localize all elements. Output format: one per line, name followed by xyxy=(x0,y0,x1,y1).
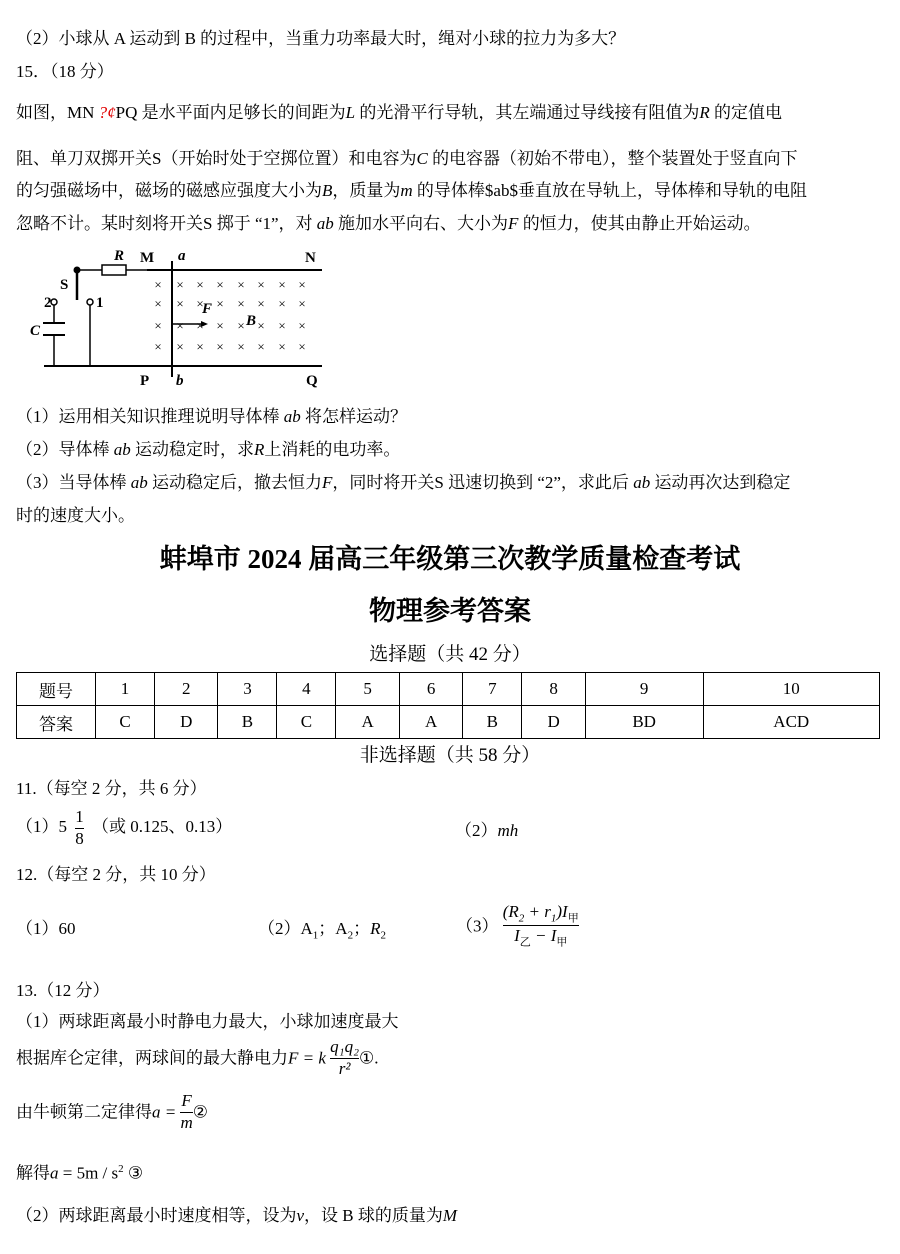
q12-sub: 2 xyxy=(347,929,354,942)
doc-title: 蚌埠市 2024 届高三年级第三次教学质量检查考试 xyxy=(159,544,741,574)
table-cell: BD xyxy=(585,706,703,739)
field-cross-icon: × xyxy=(278,296,286,311)
field-cross-icon: × xyxy=(196,318,204,333)
label-M: M xyxy=(140,250,155,266)
q11-mh: mh xyxy=(497,821,519,840)
q15-sub1 xyxy=(16,408,407,425)
var-ab: ab xyxy=(113,440,131,459)
label-P: P xyxy=(140,373,150,389)
formula: F = k xyxy=(288,1048,326,1068)
table-cell: A xyxy=(399,706,462,739)
field-cross-icon: × xyxy=(196,339,204,354)
table-cell: 3 xyxy=(218,673,277,706)
field-cross-icon: × xyxy=(278,277,286,292)
q15-text: 忽略不计。某时刻将开关S 掷于 “1”，对 xyxy=(16,214,317,233)
q13-text: 由牛顿第二定律得 xyxy=(16,1102,152,1122)
sub: 2 xyxy=(518,912,525,925)
circled-3: ③ xyxy=(123,1163,144,1183)
fraction xyxy=(180,1092,192,1132)
q15-text: （2）导体棒 xyxy=(16,440,114,459)
q11-text: （2） xyxy=(455,821,498,840)
var-ab: ab xyxy=(283,407,301,426)
fraction-numerator: q₁q₂ xyxy=(330,1037,359,1056)
q15-header: 15．（18 分） xyxy=(16,62,114,81)
field-cross-icon: × xyxy=(298,339,306,354)
den-part: − I xyxy=(530,926,557,946)
table-cell: 8 xyxy=(522,673,585,706)
table-header-cell: 答案 xyxy=(17,706,96,739)
q15-line2 xyxy=(16,150,798,167)
q15-text: 的定值电 xyxy=(709,103,782,122)
nonchoice-section-title: 非选择题（共 58 分） xyxy=(359,745,541,766)
q15-text: ，质量为 xyxy=(332,181,401,200)
label-1: 1 xyxy=(96,295,104,311)
field-cross-icon: × xyxy=(257,339,265,354)
resistor-R xyxy=(102,265,126,275)
q15-text: 阻、单刀双掷开关S（开始时处于空掷位置）和电容为 xyxy=(16,149,417,168)
sub: 1 xyxy=(550,912,557,925)
fraction-denominator: m xyxy=(180,1112,193,1132)
q15-text: 如图，MN xyxy=(16,103,99,122)
sub: 甲 xyxy=(556,936,568,949)
var-L: L xyxy=(345,103,356,122)
q15-line4 xyxy=(16,215,761,232)
q13-text: （2）两球距离最小时速度相等，设为 xyxy=(16,1206,297,1225)
var-M: M xyxy=(442,1206,458,1225)
fraction xyxy=(503,903,579,949)
field-cross-icon: × xyxy=(298,296,306,311)
q14-part2: （2）小球从 A 运动到 B 的过程中，当重力功率最大时，绳对小球的拉力为多大？ xyxy=(16,29,626,48)
table-cell: ACD xyxy=(703,706,880,739)
field-cross-icon: × xyxy=(237,339,245,354)
circled-2: ② xyxy=(192,1102,209,1122)
var-R: R xyxy=(699,103,710,122)
var-v: v xyxy=(296,1206,305,1225)
q15-text: （3）当导体棒 xyxy=(16,473,131,492)
table-cell: 1 xyxy=(96,673,155,706)
field-cross-icon: × xyxy=(237,296,245,311)
q15-text: 运动稳定时，求 xyxy=(130,440,254,459)
q11-header: 11.（每空 2 分，共 6 分） xyxy=(16,779,207,798)
answer-table xyxy=(16,672,880,739)
var-B: B xyxy=(322,181,333,200)
q13-text: 根据库仑定律，两球间的最大静电力 xyxy=(16,1048,288,1068)
table-row-answers xyxy=(17,706,880,739)
field-cross-icon: × xyxy=(154,318,162,333)
q15-text: 将怎样运动？ xyxy=(300,407,407,426)
q11-part1 xyxy=(16,808,232,848)
num-part: + r xyxy=(524,902,551,921)
field-cross-icon: × xyxy=(257,318,265,333)
q15-text: 运动稳定后，撤去恒力 xyxy=(147,473,322,492)
var-F: F xyxy=(508,214,519,233)
fraction xyxy=(75,808,84,848)
var-R: R xyxy=(254,440,265,459)
var-C: C xyxy=(416,149,428,168)
label-B: B xyxy=(246,313,257,329)
field-cross-icon: × xyxy=(176,339,184,354)
q15-text: （1）运用相关知识推理说明导体棒 xyxy=(16,407,284,426)
table-cell: B xyxy=(463,706,522,739)
den-part: I xyxy=(514,926,520,946)
label-S: S xyxy=(60,277,69,293)
q12-part2 xyxy=(258,920,386,941)
q13-part1: （1）两球距离最小时静电力最大，小球加速度最大 xyxy=(16,1012,399,1031)
table-cell: 5 xyxy=(336,673,399,706)
var-ab: ab xyxy=(130,473,148,492)
table-cell: 4 xyxy=(277,673,336,706)
q15-sub3-cont: 时的速度大小。 xyxy=(16,506,135,525)
q12-R: R xyxy=(370,919,381,938)
q12-part3 xyxy=(456,903,579,949)
q12-part1: （1）60 xyxy=(16,919,76,938)
q15-text: 施加水平向右、大小为 xyxy=(333,214,509,233)
fraction-denominator xyxy=(503,927,579,948)
q13-line3 xyxy=(16,1092,208,1132)
magnetic-field-crosses xyxy=(154,277,305,354)
q12-sub: 2 xyxy=(380,929,386,942)
q15-sub3 xyxy=(16,474,790,491)
q15-text: 的导体棒$ab$垂直放在导轨上，导体棒和导轨的电阻 xyxy=(412,181,807,200)
var-ab: ab xyxy=(633,473,651,492)
field-cross-icon: × xyxy=(298,318,306,333)
doc-subtitle: 物理参考答案 xyxy=(369,596,531,626)
q15-text: 上消耗的电功率。 xyxy=(264,440,401,459)
q15-sub2 xyxy=(16,441,400,458)
var-m: m xyxy=(400,181,413,200)
q12-sub: 1 xyxy=(312,929,319,942)
sub: 乙 xyxy=(519,936,531,949)
table-cell: A xyxy=(336,706,399,739)
table-cell: 2 xyxy=(154,673,217,706)
field-cross-icon: × xyxy=(237,318,245,333)
field-cross-icon: × xyxy=(257,277,265,292)
table-cell: 9 xyxy=(585,673,703,706)
q15-text: 运动再次达到稳定 xyxy=(650,473,791,492)
q15-line3 xyxy=(16,182,807,199)
q12-text: （2） xyxy=(258,919,301,938)
q15-text: ，同时将开关S 迅速切换到 “2”，求此后 xyxy=(332,473,634,492)
table-cell: 7 xyxy=(463,673,522,706)
garbled-glyph: ?¢ xyxy=(98,103,116,122)
field-cross-icon: × xyxy=(278,318,286,333)
table-cell: 10 xyxy=(703,673,880,706)
table-cell: B xyxy=(218,706,277,739)
choice-section-title: 选择题（共 42 分） xyxy=(369,644,531,665)
label-R: R xyxy=(114,248,125,264)
formula: a = xyxy=(152,1102,177,1122)
field-cross-icon: × xyxy=(216,277,224,292)
label-b: b xyxy=(176,373,184,389)
q11-part2 xyxy=(455,822,518,839)
label-F: F xyxy=(202,301,213,317)
fraction-numerator: F xyxy=(181,1091,192,1110)
fraction-denominator: 8 xyxy=(75,828,84,848)
q12-text: （3） xyxy=(456,916,499,936)
table-cell: D xyxy=(154,706,217,739)
num-part: )I xyxy=(556,902,568,921)
field-cross-icon: × xyxy=(196,296,204,311)
q15-text: 的匀强磁场中，磁场的磁感应强度大小为 xyxy=(16,181,322,200)
fraction-denominator: r² xyxy=(338,1058,351,1078)
q13-part2 xyxy=(16,1207,457,1224)
var-ab: ab xyxy=(316,214,334,233)
q15-text: PQ 是水平面内足够长的间距为 xyxy=(115,103,346,122)
q12-header: 12.（每空 2 分，共 10 分） xyxy=(16,865,216,884)
q13-text: ，设 B 球的质量为 xyxy=(304,1206,443,1225)
q13-line2 xyxy=(16,1038,378,1078)
field-cross-icon: × xyxy=(154,339,162,354)
table-cell: D xyxy=(522,706,585,739)
field-cross-icon: × xyxy=(196,277,204,292)
field-cross-icon: × xyxy=(216,339,224,354)
field-cross-icon: × xyxy=(154,296,162,311)
table-cell: C xyxy=(96,706,155,739)
circled-1: ①. xyxy=(358,1048,379,1068)
terminal-2 xyxy=(51,299,57,305)
field-cross-icon: × xyxy=(176,296,184,311)
field-cross-icon: × xyxy=(176,277,184,292)
terminal-1 xyxy=(87,299,93,305)
field-cross-icon: × xyxy=(216,296,224,311)
fraction xyxy=(330,1038,359,1078)
num-part: (R xyxy=(502,902,519,921)
label-N: N xyxy=(305,250,316,266)
circuit-diagram xyxy=(30,245,330,395)
field-cross-icon: × xyxy=(257,296,265,311)
sup: 2 xyxy=(118,1163,124,1175)
label-Q: Q xyxy=(306,373,318,389)
q11-text: （或 0.125、0.13） xyxy=(92,817,233,837)
formula: a xyxy=(50,1163,59,1183)
q12-A: A xyxy=(335,919,348,938)
q13-header: 13.（12 分） xyxy=(16,981,110,1000)
table-row-numbers xyxy=(17,673,880,706)
field-cross-icon: × xyxy=(154,277,162,292)
q13-text: 解得 xyxy=(16,1163,50,1183)
q15-line1 xyxy=(16,104,782,121)
fraction-numerator xyxy=(503,903,579,924)
formula: = 5m / s xyxy=(58,1163,119,1183)
label-a: a xyxy=(178,248,186,264)
field-cross-icon: × xyxy=(237,277,245,292)
label-C: C xyxy=(30,323,41,339)
q15-text: 的光滑平行导轨，其左端通过导线接有阻值为 xyxy=(355,103,700,122)
table-cell: 6 xyxy=(399,673,462,706)
sub: 甲 xyxy=(567,912,579,925)
label-2: 2 xyxy=(44,295,52,311)
q12-A: A xyxy=(300,919,313,938)
field-cross-icon: × xyxy=(298,277,306,292)
q13-line4 xyxy=(16,1164,143,1182)
fraction-numerator: 1 xyxy=(75,807,84,826)
table-cell: C xyxy=(277,706,336,739)
field-cross-icon: × xyxy=(216,318,224,333)
table-header-cell: 题号 xyxy=(17,673,96,706)
q15-text: 的恒力，使其由静止开始运动。 xyxy=(518,214,761,233)
var-F: F xyxy=(322,473,333,492)
q12-sep: ； xyxy=(318,919,336,938)
field-cross-icon: × xyxy=(278,339,286,354)
field-cross-icon: × xyxy=(176,318,184,333)
q15-text: 的电容器（初始不带电），整个装置处于竖直向下 xyxy=(427,149,798,168)
q11-text: （1）5 xyxy=(16,817,67,837)
q12-sep: ； xyxy=(353,919,371,938)
